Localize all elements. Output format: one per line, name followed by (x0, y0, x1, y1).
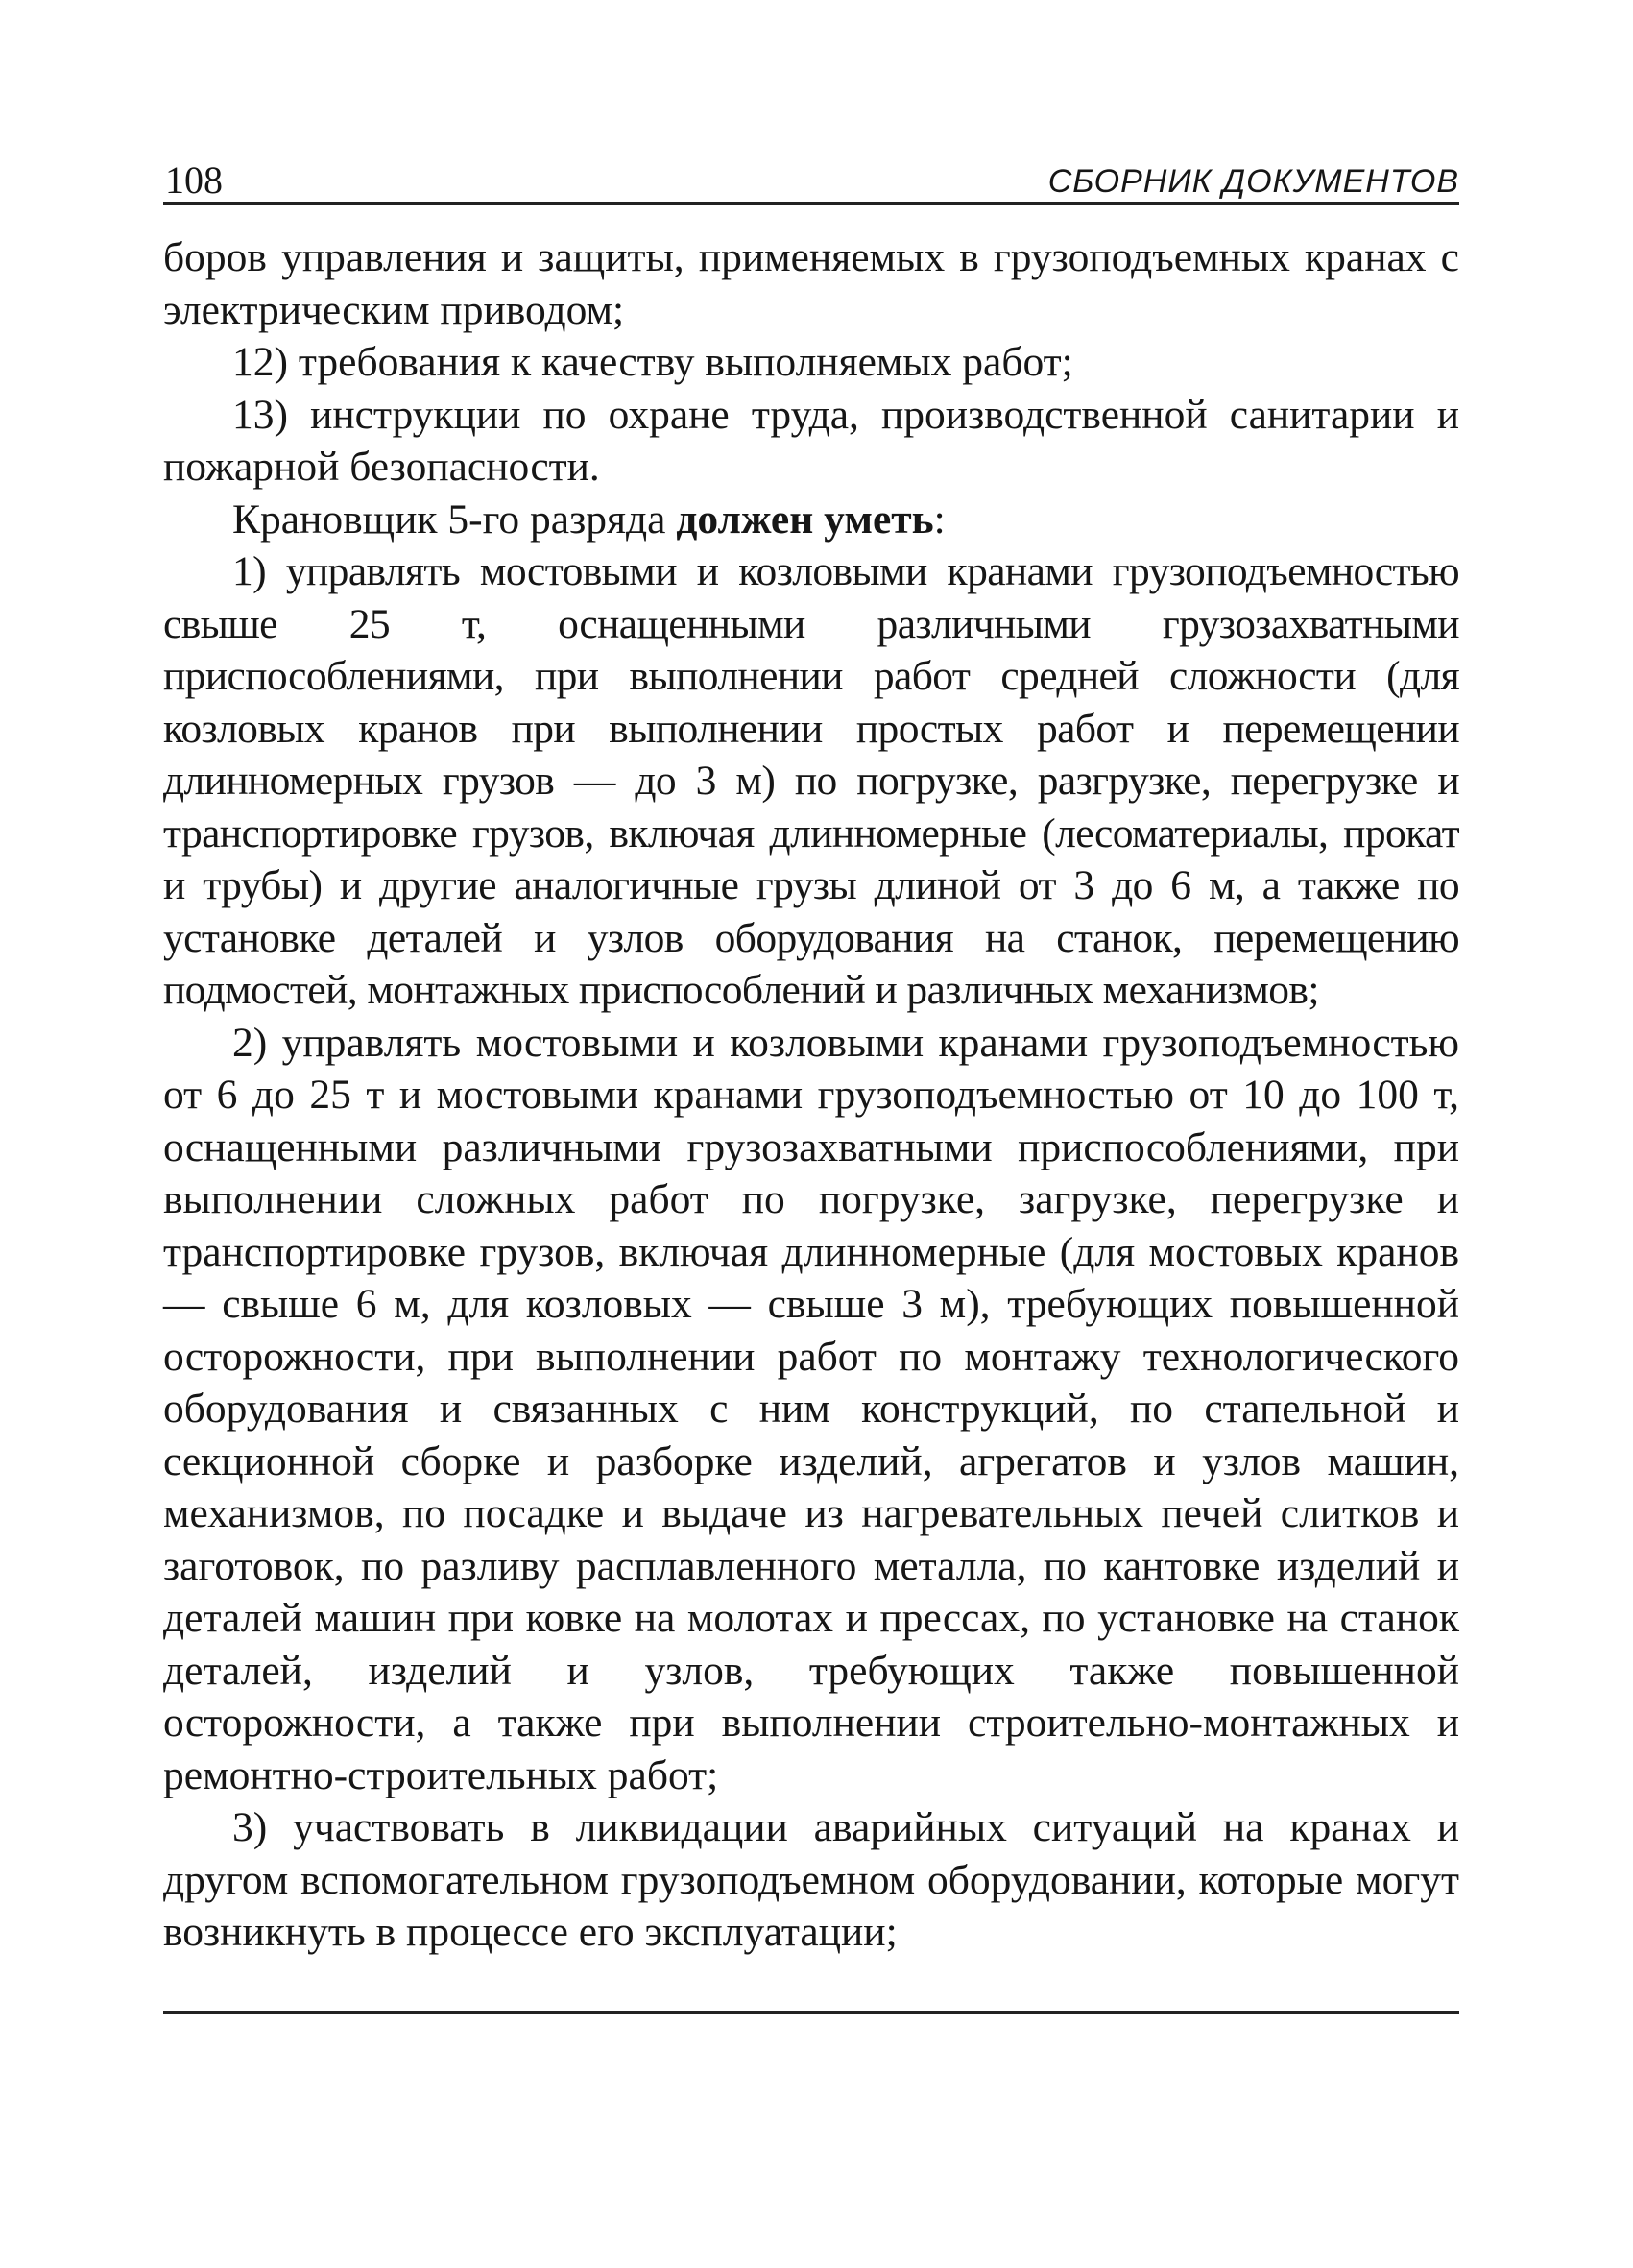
paragraph-item-13: 13) инструкции по охране труда, производственной санитарии и пожарной безопасности. (163, 391, 1459, 490)
skills-heading-lead: Крановщик 5-го разряда (232, 495, 677, 543)
document-page (163, 144, 1459, 2014)
paragraph-skills-heading (163, 494, 1459, 546)
body-text (163, 231, 1459, 1959)
paragraph-skill-2: 2) управлять мостовыми и козловыми кранами грузоподъемностью от 6 до 25 т и мостовыми кранами грузоподъемностью от 10 до 100 т, оснащенными различными грузозахватными приспособлениями, при выполнении сложных работ по погрузке, загрузке, перегрузке и транспортировке грузов, включая длинномерные (для мостовых кранов — свыше 6 м, для козловых — свыше 3 м), требующих повышенной осторожности, при выполнении работ по монтажу технологического оборудования и связанных с ним конструкций, по стапельной и секционной сборке и разборке изделий, агрегатов и узлов машин, механизмов, по посадке и выдаче из нагревательных печей слитков и заготовок, по разливу расплавленного металла, по кантовке изделий и деталей машин при ковке на молотах и прессах, по установке на станок деталей, изделий и узлов, требующих также повышенной осторожности, а также при выполнении строительно-монтажных и ремонтно-строительных работ; (163, 1019, 1459, 1798)
paragraph-item-12: 12) требования к качеству выполняемых работ; (232, 339, 1073, 385)
skills-heading-colon: : (933, 495, 946, 543)
paragraph-skill-1: 1) управлять мостовыми и козловыми кранами грузоподъемностью свыше 25 т, оснащенными различными грузозахватными приспособлениями, при выполнении работ средней сложности (для козловых кранов при выполнении простых работ и перемещении длинномерных грузов — до 3 м) по погрузке, разгрузке, перегрузке и транспортировке грузов, включая длинномерные (лесоматериалы, прокат и трубы) и другие аналогичные грузы длиной от 3 до 6 м, а также по установке деталей и узлов оборудования на станок, перемещению подмостей, монтажных приспособлений и различных механизмов; (163, 548, 1459, 1013)
running-header (163, 144, 1459, 205)
book-title: СБОРНИК ДОКУМЕНТОВ (1047, 163, 1459, 200)
paragraph-skill-3: 3) участвовать в ликвидации аварийных ситуаций на кранах и другом вспомогательном грузоподъемном оборудовании, которые могут возникнуть в процессе его эксплуатации; (163, 1804, 1459, 1955)
page-number: 108 (165, 158, 223, 202)
paragraph-continuation: боров управления и защиты, применяемых в грузоподъемных кранах с электрическим приводом; (163, 234, 1459, 333)
bottom-divider (163, 2011, 1459, 2014)
skills-heading-bold: должен уметь (676, 495, 934, 543)
